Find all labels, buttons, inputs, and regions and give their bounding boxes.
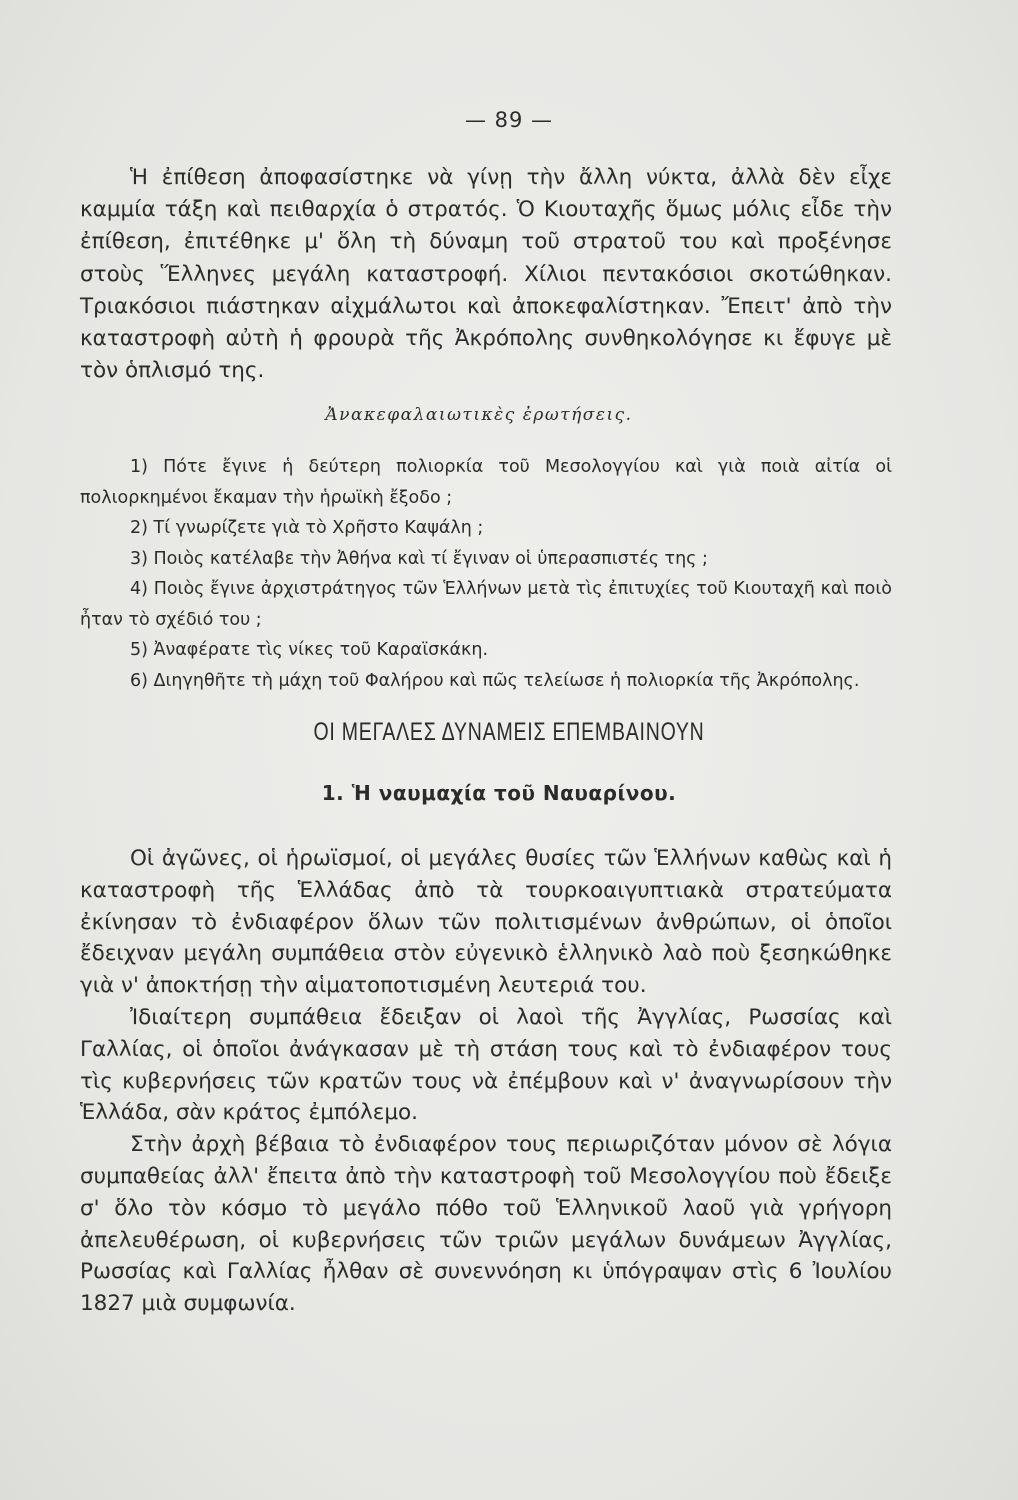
question-item: 5) Ἀναφέρατε τὶς νίκες τοῦ Καραϊσκάκη.	[130, 640, 489, 660]
section-subheading: 1. Ἡ ναυμαχία τοῦ Ναυαρίνου.	[321, 781, 677, 805]
questions-title: Ἀνακεφαλαιωτικὲς ἐρωτήσεις.	[325, 405, 633, 425]
question-item: 2) Τί γνωρίζετε γιὰ τὸ Χρῆστο Καψάλη ;	[130, 518, 484, 538]
body-paragraph: Στὴν ἀρχὴ βέβαια τὸ ἐνδιαφέρον τους περιωριζόταν μόνον σὲ λόγια συμπαθείας ἀλλ' ἔπειτα ἀπὸ τὴν καταστροφὴ τοῦ Μεσολογγίου ποὺ ἔδειξε σ' ὅλο τὸν κόσμο τὸ μεγάλο πόθο τοῦ Ἑλληνικοῦ λαοῦ γιὰ γρήγορη ἀπελευθέρωση, οἱ κυβερνήσεις τῶν τριῶν μεγάλων δυνάμεων Ἀγγλίας, Ρωσσίας καὶ Γαλλίας ἦλθαν σὲ συνεννόηση κι ὑπόγραψαν στὶς 6 Ἰουλίου 1827 μιὰ συμφωνία.	[80, 1132, 892, 1317]
question-item: 1) Πότε ἔγινε ἡ δεύτερη πολιορκία τοῦ Μεσολογγίου καὶ γιὰ ποιὰ αἰτία οἱ πολιορκημένοι ἔκαμαν τὴν ἡρωϊκὴ ἔξοδο ;	[80, 457, 892, 508]
body-paragraph: Οἱ ἀγῶνες, οἱ ἡρωϊσμοί, οἱ μεγάλες θυσίες τῶν Ἑλλήνων καθὼς καὶ ἡ καταστροφὴ τῆς Ἑλλάδας ἀπὸ τὰ τουρκοαιγυπτιακὰ στρατεύματα ἐκίνησαν τὸ ἐνδιαφέρον ὅλων τῶν πολιτισμένων ἀνθρώπων, οἱ ὁποῖοι ἔδειχναν μεγάλη συμπάθεια στὸν εὐγενικὸ ἑλληνικὸ λαὸ ποὺ ξεσηκώθηκε γιὰ ν' ἀποκτήσῃ τὴν αἱματοποτισμένη λευτεριά του.	[80, 846, 892, 999]
review-questions	[80, 452, 892, 696]
paragraph-siege-outcome: Ἡ ἐπίθεση ἀποφασίστηκε νὰ γίνῃ τὴν ἄλλη νύκτα, ἀλλὰ δὲν εἶχε καμμία τάξη καὶ πειθαρχία ὁ στρατός. Ὁ Κιουταχῆς ὅμως μόλις εἶδε τὴν ἐπίθεση, ἐπιτέθηκε μ' ὅλη τὴ δύναμη τοῦ στρατοῦ του καὶ προξένησε στοὺς Ἕλληνες μεγάλη καταστροφή. Χίλιοι πεντακόσιοι σκοτώθηκαν. Τριακόσιοι πιάστηκαν αἰχμάλωτοι καὶ ἀποκεφαλίστηκαν. Ἔπειτ' ἀπὸ τὴν καταστροφὴ αὐτὴ ἡ φρουρὰ τῆς Ἀκρόπολης συνθηκολόγησε κι ἔφυγε μὲ τὸν ὁπλισμό της.	[80, 165, 892, 384]
question-item: 6) Διηγηθῆτε τὴ μάχη τοῦ Φαλήρου καὶ πῶς τελείωσε ἡ πολιορκία τῆς Ἀκρόπολης.	[130, 670, 860, 691]
section-body	[80, 843, 892, 1320]
page-number: — 89 —	[464, 108, 554, 132]
chapter-heading: ΟΙ ΜΕΓΑΛΕΣ ΔΥΝΑΜΕΙΣ ΕΠΕΜΒΑΙΝΟΥΝ	[313, 718, 705, 746]
question-item: 4) Ποιὸς ἔγινε ἀρχιστράτηγος τῶν Ἑλλήνων μετὰ τὶς ἐπιτυχίες τοῦ Κιουταχῆ καὶ ποιὸ ἦταν τὸ σχέδιό του ;	[80, 579, 892, 630]
question-item: 3) Ποιὸς κατέλαβε τὴν Ἀθήνα καὶ τί ἔγιναν οἱ ὑπερασπιστές της ;	[130, 548, 708, 569]
body-paragraph: Ἰδιαίτερη συμπάθεια ἔδειξαν οἱ λαοὶ τῆς Ἀγγλίας, Ρωσσίας καὶ Γαλλίας, οἱ ὁποῖοι ἀνάγκασαν μὲ τὴ στάση τους καὶ τὸ ἐνδιαφέρον τους τὶς κυβερνήσεις τῶν κρατῶν τους νὰ ἐπέμβουν καὶ ν' ἀναγνωρίσουν τὴν Ἑλλάδα, σὰν κράτος ἐμπόλεμο.	[80, 1004, 892, 1126]
